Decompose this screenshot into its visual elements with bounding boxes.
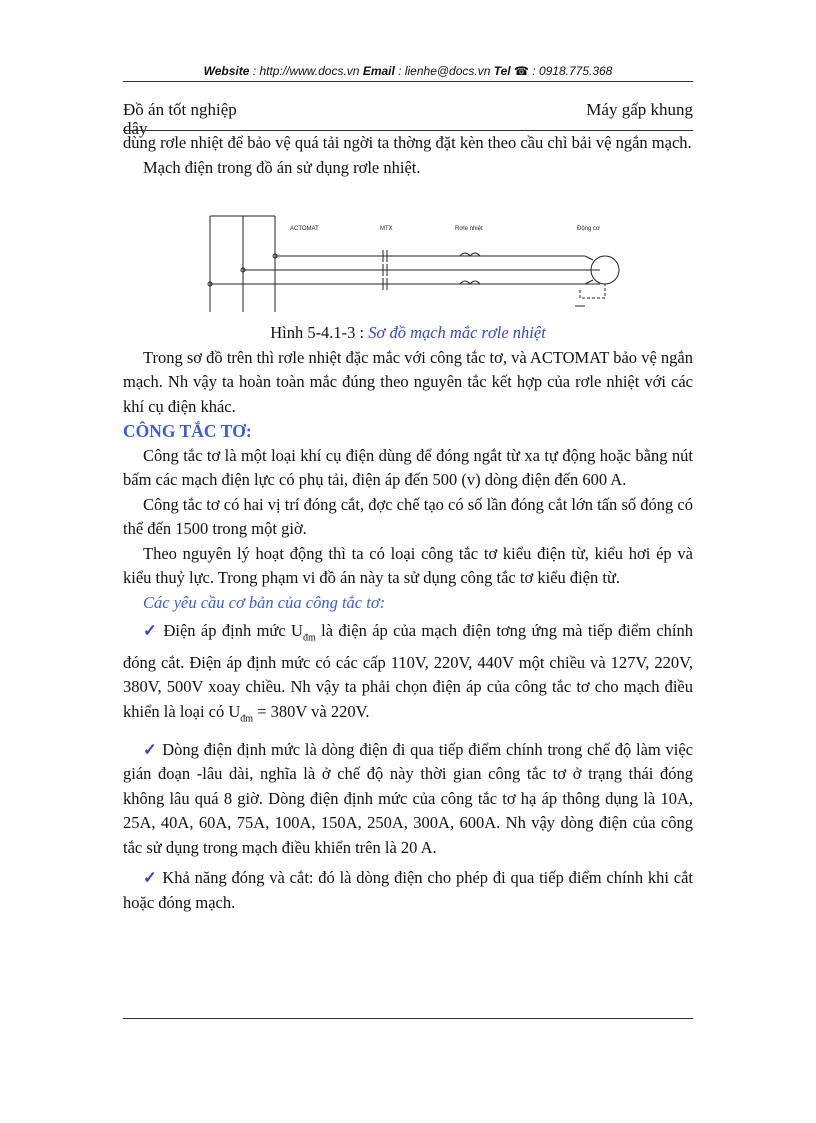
check-icon: ✓: [143, 621, 159, 640]
label-actomat: ACTOMAT: [290, 226, 319, 232]
label-relay: Rơle nhiệt: [455, 226, 483, 232]
website-line: [123, 64, 693, 78]
caption-prefix: Hình 5-4.1-3 :: [270, 323, 369, 342]
bullet-text: Dòng điện định mức là dòng điện đi qua tiếp điểm chính trong chế độ làm việc gián đoạn -lâu dài, nghĩa là ở chế độ này thời gian công tắc tơ ở trạng thái đóng không lâu quá 8 giờ. Dòng điện định mức của công tắc tơ hạ áp thông dụng là 10A, 25A, 40A, 60A, 75A, 100A, 150A, 250A, 300A, 600A. Nh vậy dòng điện của công tắc sử dụng trong mạch điều khiển trên là 20 A.: [123, 739, 694, 857]
top-rule: [123, 81, 693, 82]
figure-caption: [123, 321, 693, 346]
bullet-text: là điện áp của mạch điện tơng ứng mà tiếp điểm chính đóng cắt. Điện áp định mức có các cấp 110V, 220V, 440V một chiều và 127V, 220V, 380V, 500V xoay chiều. Nh vậy ta phải chọn điện áp của công tắc tơ cho mạch điều khiển là loại có U: [123, 621, 694, 721]
section-heading: CÔNG TẮC TƠ:: [123, 421, 252, 441]
bullet-item: [123, 738, 693, 861]
paragraph: Công tắc tơ là một loại khí cụ điện dùng để đóng ngắt từ xa tự động hoặc bằng nút bấm các mạch điện lực có phụ tải, điện áp đến 500 (v) dòng điện đến 600 A.: [123, 445, 693, 489]
circuit-diagram: [205, 212, 625, 318]
check-icon: ✓: [143, 868, 158, 888]
subscript: đm: [302, 632, 316, 644]
bullet-text: Điện áp định mức U: [163, 621, 303, 640]
text-block-top: [123, 131, 693, 180]
header-left-wrap: dây: [123, 119, 148, 138]
subheading: Các yêu cầu cơ bản của công tắc tơ:: [143, 592, 386, 612]
website-url[interactable]: : http://www.docs.vn: [249, 64, 363, 78]
paragraph: Công tắc tơ có hai vị trí đóng cắt, đợc chế tạo có số lần đóng cắt lớn tấn số đóng có thể đến 1500 trong một giờ.: [123, 494, 693, 538]
caption-title: Sơ đồ mạch mắc rơle nhiệt: [368, 323, 546, 342]
motor-lead: [585, 280, 593, 284]
paragraph: Mạch điện trong đồ án sử dụng rơle nhiệt.: [143, 157, 421, 177]
subscript: đm: [240, 713, 254, 725]
header-left: Đồ án tốt nghiệp: [123, 100, 237, 119]
label-mtx: MTX: [380, 226, 393, 232]
website-label: Website: [203, 64, 250, 78]
label-motor: Động cơ: [577, 226, 600, 232]
paragraph: dùng rơle nhiệt để bảo vệ quá tải ngời ta thờng đặt kèn theo cầu chì bải vệ ngắn mạch.: [123, 133, 692, 152]
bullet-item: [123, 866, 693, 915]
email-address[interactable]: : lienhe@docs.vn: [394, 64, 494, 78]
paragraph: Trong sơ đồ trên thì rơle nhiệt đặc mắc với công tắc tơ, và ACTOMAT bảo vệ ngắn mạch. Nh vậy ta hoàn toàn mắc đúng theo nguyên tắc kết hợp của rơle nhiệt với các khí cụ điện khác.: [123, 347, 693, 416]
text-block-main: [123, 321, 693, 915]
check-icon: ✓: [143, 739, 158, 759]
ground-lead: [580, 284, 605, 298]
motor-lead: [585, 256, 593, 260]
tel-number: ☎ : 0918.775.368: [510, 64, 613, 78]
tel-label: Tel: [493, 64, 511, 78]
email-label: Email: [362, 64, 395, 78]
bullet-text: Khả năng đóng và cắt: đó là dòng điện cho phép đi qua tiếp điểm chính khi cắt hoặc đóng mạch.: [123, 868, 694, 912]
bullet-text: = 380V và 220V.: [253, 701, 370, 721]
paragraph: Theo nguyên lý hoạt động thì ta có loại công tắc tơ kiểu điện từ, kiểu hơi ép và kiểu thuỷ lực. Trong phạm vi đồ án này ta sử dụng công tắc tơ kiểu điện từ.: [123, 543, 693, 587]
header-right: Máy gấp khung: [586, 100, 693, 119]
bullet-item: [123, 619, 693, 732]
bottom-rule: [123, 1018, 693, 1019]
